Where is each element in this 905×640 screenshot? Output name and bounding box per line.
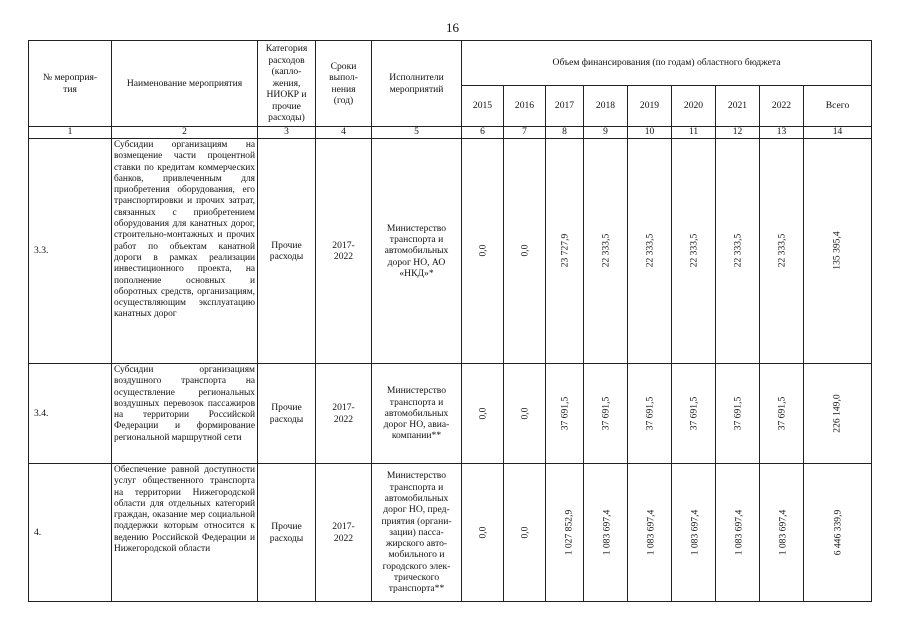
column-number: 14 [804, 127, 872, 139]
column-number: 10 [628, 127, 672, 139]
value-text: 22 333,5 [687, 234, 699, 268]
header-name: Наименование мероприятия [112, 41, 258, 127]
value-text: 0,0 [518, 245, 530, 257]
column-number: 2 [112, 127, 258, 139]
value-text: 135 395,4 [831, 231, 843, 271]
header-terms: Сроки выпол- нения (год) [316, 41, 372, 127]
value-2019 [628, 364, 672, 464]
header-year-2017: 2017 [546, 86, 584, 127]
value-text: 0,0 [518, 526, 530, 539]
value-text: 1 083 697,4 [733, 509, 745, 556]
header-year-2015: 2015 [462, 86, 504, 127]
column-number: 1 [29, 127, 112, 139]
value-text: 1 083 697,4 [645, 509, 657, 556]
value-total [804, 139, 872, 364]
row-number: 4. [29, 464, 112, 602]
value-text: 37 691,5 [599, 396, 611, 431]
column-number: 3 [258, 127, 316, 139]
value-text: 0,0 [476, 526, 488, 539]
row-category: Прочие расходы [258, 364, 316, 464]
column-number: 12 [716, 127, 760, 139]
value-2020 [672, 139, 716, 364]
value-2016 [504, 364, 546, 464]
header-year-2022: 2022 [760, 86, 804, 127]
row-executor: Министерство транспорта и автомобильных дорог НО, АО «НКД»* [372, 139, 462, 364]
value-total [804, 464, 872, 602]
value-2020 [672, 364, 716, 464]
column-number: 6 [462, 127, 504, 139]
value-text: 22 333,5 [731, 234, 743, 268]
value-2022 [760, 139, 804, 364]
header-funding: Объем финансирования (по годам) областного бюджета [462, 41, 872, 86]
value-2018 [584, 464, 628, 602]
value-2016 [504, 464, 546, 602]
value-text: 23 727,9 [558, 234, 570, 268]
value-text: 22 333,5 [775, 234, 787, 268]
table-row [29, 139, 872, 364]
header-executors: Исполнители мероприятий [372, 41, 462, 127]
row-number: 3.3. [29, 139, 112, 364]
column-number: 8 [546, 127, 584, 139]
value-text: 37 691,5 [731, 396, 743, 431]
value-2015 [462, 464, 504, 602]
value-text: 0,0 [518, 407, 530, 420]
value-2022 [760, 464, 804, 602]
column-number-row [29, 127, 872, 139]
value-text: 1 083 697,4 [689, 509, 701, 556]
value-text: 22 333,5 [643, 234, 655, 268]
header-category: Категория расходов (капло- жения, НИОКР и прочие расходы) [258, 41, 316, 127]
column-number: 9 [584, 127, 628, 139]
value-2019 [628, 464, 672, 602]
table-row [29, 464, 872, 602]
header-total: Всего [804, 86, 872, 127]
value-text: 37 691,5 [687, 396, 699, 431]
value-2018 [584, 364, 628, 464]
value-text: 226 149,0 [831, 394, 843, 433]
value-2017 [546, 139, 584, 364]
column-number: 13 [760, 127, 804, 139]
column-number: 7 [504, 127, 546, 139]
column-number: 4 [316, 127, 372, 139]
value-2015 [462, 139, 504, 364]
row-terms: 2017- 2022 [316, 364, 372, 464]
funding-table [28, 40, 872, 602]
row-name: Обеспечение равной доступности услуг общественного транспорта на территории Нижегородской области для отдельных категорий граждан, оказание мер социальной поддержки которым относится к ведению Российской Федерации и Нижегородской области [112, 464, 258, 602]
value-2021 [716, 464, 760, 602]
row-terms: 2017- 2022 [316, 139, 372, 364]
value-text: 1 083 697,4 [601, 509, 613, 556]
value-2017 [546, 364, 584, 464]
value-text: 37 691,5 [775, 396, 787, 431]
value-text: 37 691,5 [643, 396, 655, 431]
row-executor: Министерство транспорта и автомобильных дорог НО, авиа- компании** [372, 364, 462, 464]
value-2015 [462, 364, 504, 464]
header-year-2021: 2021 [716, 86, 760, 127]
header-year-2016: 2016 [504, 86, 546, 127]
row-name: Субсидии организациям воздушного транспорта на осуществление региональных воздушных перевозок пассажиров на территории Российской Федерации и формирование региональной маршрутной сети [112, 364, 258, 464]
row-terms: 2017- 2022 [316, 464, 372, 602]
value-2021 [716, 364, 760, 464]
header-number: № мероприя- тия [29, 41, 112, 127]
value-text: 37 691,5 [558, 396, 570, 431]
row-category: Прочие расходы [258, 139, 316, 364]
value-2017 [546, 464, 584, 602]
value-text: 0,0 [476, 407, 488, 420]
row-name: Субсидии организациям на возмещение части процентной ставки по кредитам коммерческих банков, привлеченным для приобретения оборудования, его транспортировки и прочих затрат, связанных с приобретением оборудования для канатных дорог, строительно-монтажных и прочих работ по объектам канатной дороги в рамках реализации инвестиционного проекта, на пополнение основных и оборотных средств, организациям, осуществляющим эксплуатацию канатных дорог [112, 139, 258, 364]
value-2018 [584, 139, 628, 364]
value-2020 [672, 464, 716, 602]
header-year-2019: 2019 [628, 86, 672, 127]
value-2019 [628, 139, 672, 364]
header-year-2020: 2020 [672, 86, 716, 127]
page-number: 16 [446, 20, 459, 35]
row-number: 3.4. [29, 364, 112, 464]
value-text: 6 446 339,9 [831, 509, 843, 556]
value-2016 [504, 139, 546, 364]
row-category: Прочие расходы [258, 464, 316, 602]
value-text: 0,0 [476, 245, 488, 257]
column-number: 5 [372, 127, 462, 139]
value-total [804, 364, 872, 464]
header-year-2018: 2018 [584, 86, 628, 127]
value-text: 22 333,5 [599, 234, 611, 268]
table-row [29, 364, 872, 464]
value-2021 [716, 139, 760, 364]
value-text: 1 027 852,9 [563, 509, 575, 556]
column-number: 11 [672, 127, 716, 139]
value-2022 [760, 364, 804, 464]
value-text: 1 083 697,4 [777, 509, 789, 556]
row-executor: Министерство транспорта и автомобильных дорог НО, пред- приятия (органи- зации) пасса- жирского авто- мобильного и городского элек- трического транспорта** [372, 464, 462, 602]
